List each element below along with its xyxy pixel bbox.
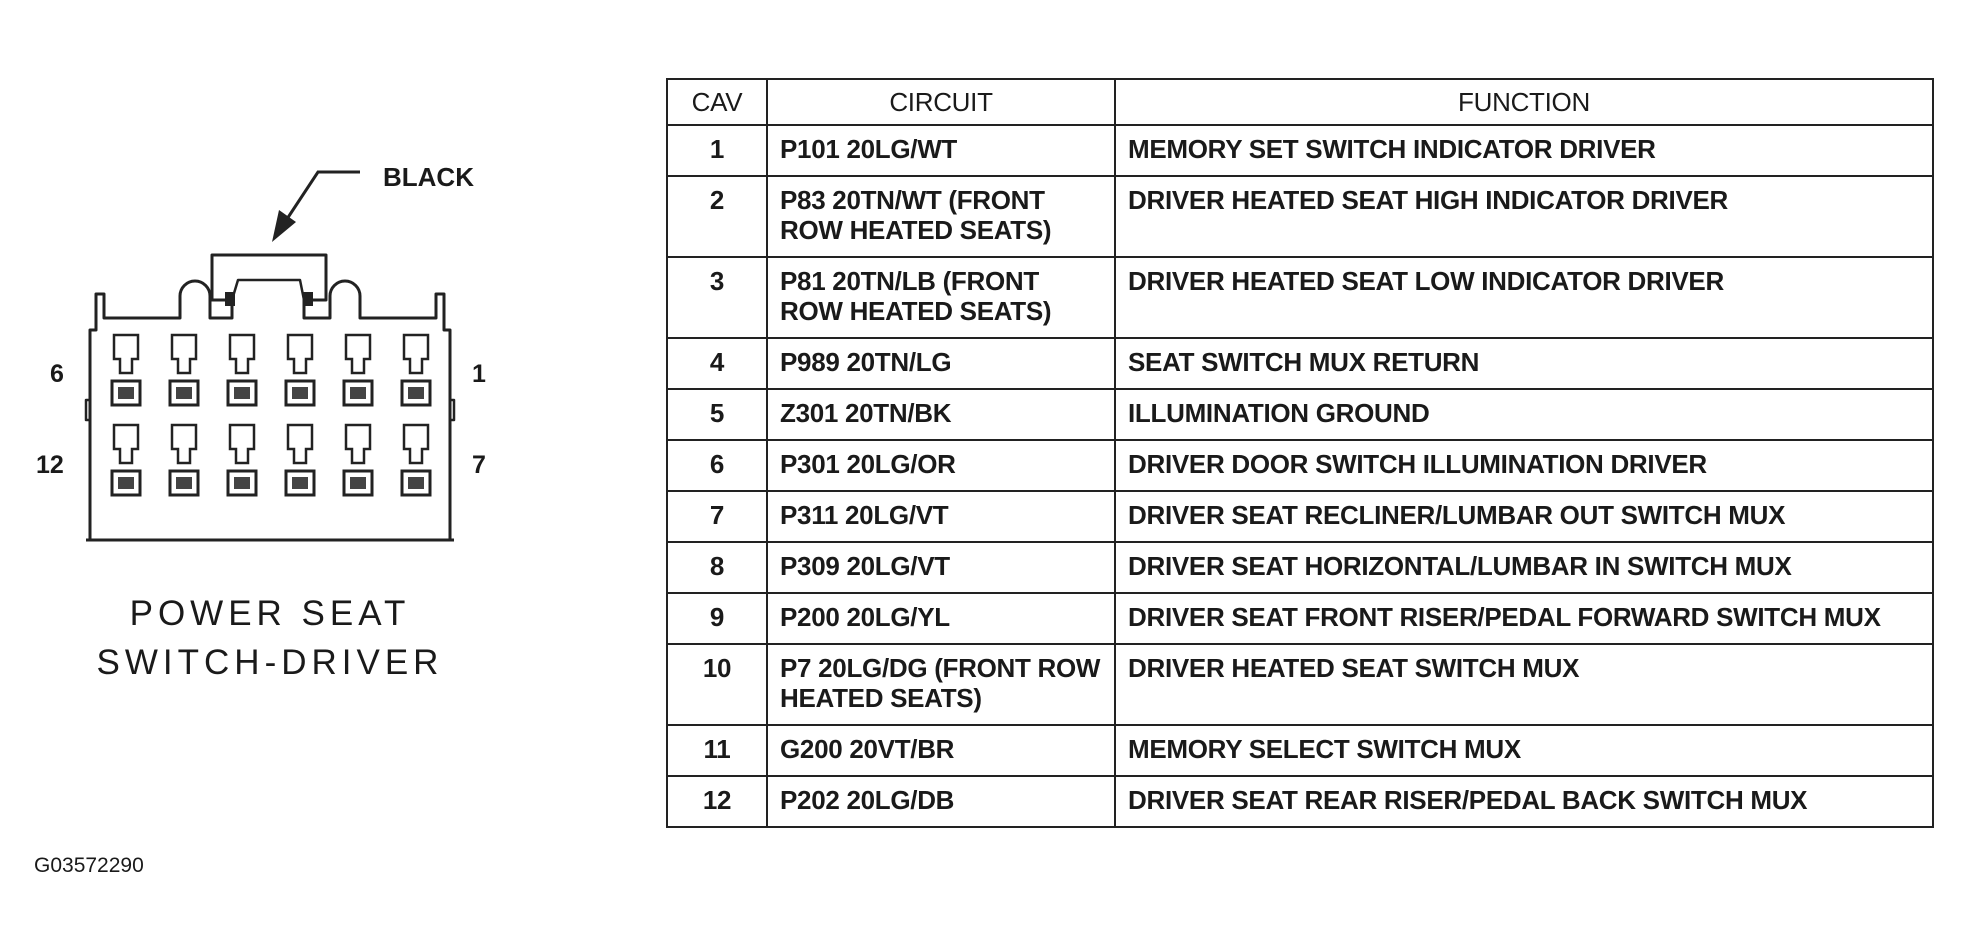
- circuit-cell: [767, 389, 1115, 440]
- circuit-line: P202 20LG/DB: [780, 785, 955, 815]
- cav-cell: 7: [667, 491, 767, 542]
- connector-cavity: [170, 425, 198, 495]
- function-cell: DRIVER SEAT RECLINER/LUMBAR OUT SWITCH MUX: [1115, 491, 1933, 542]
- circuit-cell: [767, 593, 1115, 644]
- table-row: [667, 125, 1933, 176]
- pin-label-top-left: 6: [50, 360, 64, 388]
- table-row: [667, 644, 1933, 725]
- circuit-line: P200 20LG/YL: [780, 602, 950, 632]
- cav-cell: 8: [667, 542, 767, 593]
- table-row: [667, 725, 1933, 776]
- latch-mark: [303, 292, 313, 306]
- connector-cavity: [344, 425, 372, 495]
- circuit-cell: [767, 776, 1115, 827]
- connector-cavity: [228, 425, 256, 495]
- circuit-line: P989 20TN/LG: [780, 347, 952, 377]
- cavity-grid: [112, 335, 430, 495]
- function-cell: DRIVER SEAT HORIZONTAL/LUMBAR IN SWITCH MUX: [1115, 542, 1933, 593]
- pin-label-bottom-left: 12: [36, 451, 64, 479]
- header-cav: CAV: [667, 79, 767, 125]
- table-row: [667, 542, 1933, 593]
- connector-diagram: [0, 0, 560, 600]
- connector-cavity: [402, 335, 430, 405]
- circuit-line: ROW HEATED SEATS): [780, 296, 1052, 326]
- function-cell: DRIVER HEATED SEAT LOW INDICATOR DRIVER: [1115, 257, 1933, 338]
- pin-label-bottom-right: 7: [472, 451, 486, 479]
- connector-cavity: [286, 425, 314, 495]
- connector-cavity: [286, 335, 314, 405]
- function-cell: DRIVER HEATED SEAT SWITCH MUX: [1115, 644, 1933, 725]
- circuit-line: P81 20TN/LB (FRONT: [780, 266, 1039, 296]
- function-cell: MEMORY SELECT SWITCH MUX: [1115, 725, 1933, 776]
- connector-cavity: [344, 335, 372, 405]
- black-label-arrow: [272, 172, 360, 242]
- circuit-line: ROW HEATED SEATS): [780, 215, 1052, 245]
- circuit-line: P301 20LG/OR: [780, 449, 956, 479]
- cav-cell: 6: [667, 440, 767, 491]
- connector-cavity: [112, 425, 140, 495]
- circuit-cell: [767, 542, 1115, 593]
- circuit-line: P311 20LG/VT: [780, 500, 949, 530]
- table-row: [667, 491, 1933, 542]
- table-header-row: [667, 79, 1933, 125]
- pin-label-top-right: 1: [472, 360, 486, 388]
- function-cell: DRIVER SEAT FRONT RISER/PEDAL FORWARD SWITCH MUX: [1115, 593, 1933, 644]
- cav-cell: 10: [667, 644, 767, 725]
- circuit-line: G200 20VT/BR: [780, 734, 955, 764]
- connector-cavity: [402, 425, 430, 495]
- figure-id: G03572290: [34, 854, 144, 877]
- circuit-line: P83 20TN/WT (FRONT: [780, 185, 1045, 215]
- circuit-cell: [767, 125, 1115, 176]
- circuit-line: HEATED SEATS): [780, 683, 982, 713]
- function-cell: DRIVER SEAT REAR RISER/PEDAL BACK SWITCH MUX: [1115, 776, 1933, 827]
- circuit-line: Z301 20TN/BK: [780, 398, 952, 428]
- function-cell: DRIVER DOOR SWITCH ILLUMINATION DRIVER: [1115, 440, 1933, 491]
- cav-cell: 1: [667, 125, 767, 176]
- circuit-line: P309 20LG/VT: [780, 551, 950, 581]
- cav-cell: 4: [667, 338, 767, 389]
- table-row: [667, 593, 1933, 644]
- connector-cavity: [228, 335, 256, 405]
- table-row: [667, 338, 1933, 389]
- circuit-cell: [767, 725, 1115, 776]
- function-cell: SEAT SWITCH MUX RETURN: [1115, 338, 1933, 389]
- cav-cell: 12: [667, 776, 767, 827]
- connector-name-line1: POWER SEAT: [129, 594, 411, 633]
- circuit-cell: [767, 491, 1115, 542]
- cav-cell: 3: [667, 257, 767, 338]
- pinout-table-body: [667, 125, 1933, 827]
- cav-cell: 11: [667, 725, 767, 776]
- function-cell: MEMORY SET SWITCH INDICATOR DRIVER: [1115, 125, 1933, 176]
- circuit-cell: [767, 644, 1115, 725]
- function-cell: ILLUMINATION GROUND: [1115, 389, 1933, 440]
- pinout-table: [666, 78, 1934, 828]
- table-row: [667, 440, 1933, 491]
- circuit-cell: [767, 338, 1115, 389]
- latch-mark: [225, 292, 235, 306]
- connector-cavity: [112, 335, 140, 405]
- circuit-cell: [767, 440, 1115, 491]
- cav-cell: 9: [667, 593, 767, 644]
- connector-name-line2: SWITCH-DRIVER: [96, 643, 444, 682]
- circuit-line: P7 20LG/DG (FRONT ROW: [780, 653, 1101, 683]
- circuit-line: P101 20LG/WT: [780, 134, 958, 164]
- table-row: [667, 776, 1933, 827]
- cav-cell: 2: [667, 176, 767, 257]
- cav-cell: 5: [667, 389, 767, 440]
- header-function: FUNCTION: [1115, 79, 1933, 125]
- table-row: [667, 257, 1933, 338]
- circuit-cell: [767, 257, 1115, 338]
- function-cell: DRIVER HEATED SEAT HIGH INDICATOR DRIVER: [1115, 176, 1933, 257]
- header-circuit: CIRCUIT: [767, 79, 1115, 125]
- table-row: [667, 389, 1933, 440]
- connector-cavity: [170, 335, 198, 405]
- table-row: [667, 176, 1933, 257]
- connector-color-label: BLACK: [383, 162, 474, 192]
- circuit-cell: [767, 176, 1115, 257]
